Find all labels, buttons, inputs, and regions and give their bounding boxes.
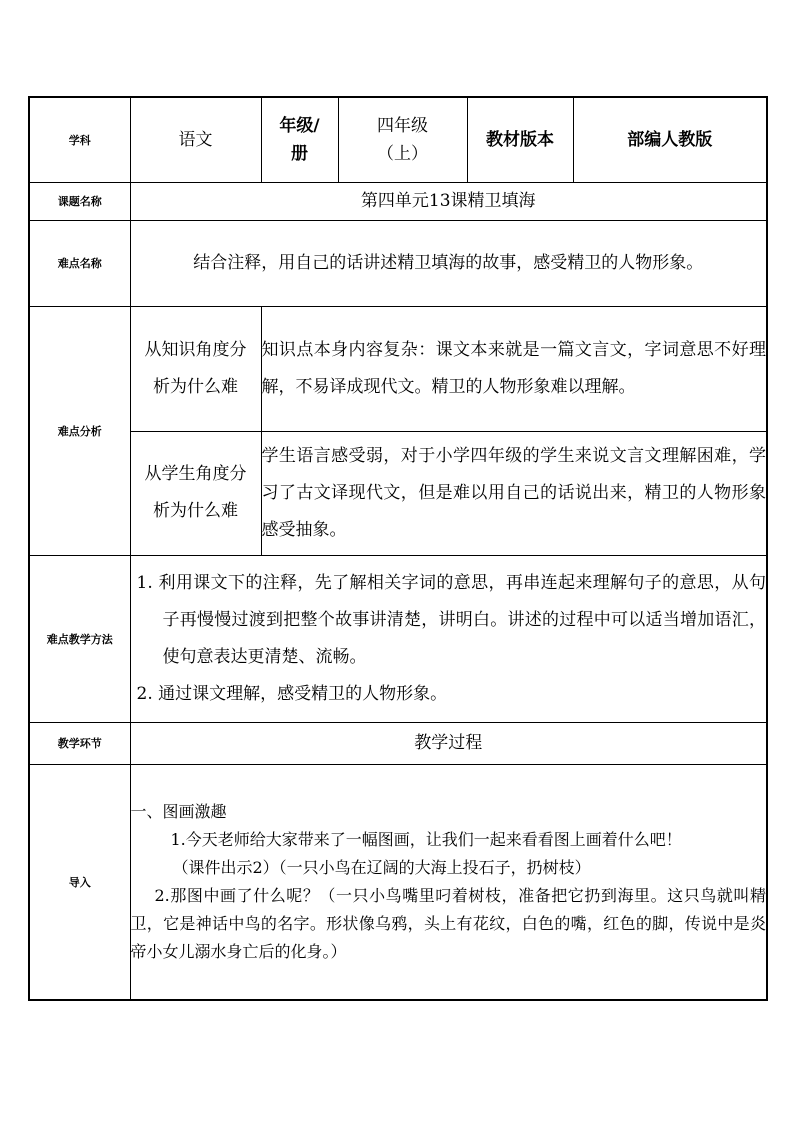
difficulty-text: 结合注释，用自己的话讲述精卫填海的故事，感受精卫的人物形象。: [130, 220, 767, 306]
lesson-title: 第四单元13课精卫填海: [130, 182, 767, 220]
intro-paragraph-2: （课件出示2）（一只小鸟在辽阔的大海上投石子，扔树枝）: [172, 857, 591, 877]
grade-label: 年级/册: [261, 97, 338, 182]
knowledge-angle-text: 知识点本身内容复杂：课文本来就是一篇文言文，字词意思不好理解，不易译成现代文。精卫的人物形象难以理解。: [261, 306, 767, 431]
intro-content: [130, 764, 767, 1000]
lesson-label: 课题名称: [29, 182, 130, 220]
analysis-label: 难点分析: [29, 306, 130, 555]
textbook-label: 教材版本: [467, 97, 573, 182]
student-angle-text: 学生语言感受弱，对于小学四年级的学生来说文言文理解困难，学习了古文译现代文，但是难以用自己的话说出来，精卫的人物形象感受抽象。: [261, 431, 767, 555]
method-row: [29, 555, 767, 722]
intro-heading: 一、图画激趣: [130, 801, 227, 821]
knowledge-angle-label: 从知识角度分析为什么难: [130, 306, 261, 431]
subject-value: 语文: [130, 97, 261, 182]
process-title: 教学过程: [130, 722, 767, 764]
header-row: [29, 97, 767, 182]
intro-label: 导入: [29, 764, 130, 1000]
textbook-value: 部编人教版: [573, 97, 767, 182]
difficulty-label: 难点名称: [29, 220, 130, 306]
analysis-knowledge-row: [29, 306, 767, 431]
grade-value: 四年级（上）: [338, 97, 467, 182]
method-content: [130, 555, 767, 722]
lesson-row: [29, 182, 767, 220]
subject-label: 学科: [29, 97, 130, 182]
process-stage-label: 教学环节: [29, 722, 130, 764]
analysis-student-row: [29, 431, 767, 555]
method-item-1: 1. 利用课文下的注释，先了解相关字词的意思，再串连起来理解句子的意思，从句子再慢慢过渡到把整个故事讲清楚，讲明白。讲述的过程中可以适当增加语汇，使句意表达更清楚、流畅。: [136, 572, 766, 667]
intro-paragraph-3: 2.那图中画了什么呢？（一只小鸟嘴里叼着树枝，准备把它扔到海里。这只鸟就叫精卫，它是神话中鸟的名字。形状像乌鸦，头上有花纹，白色的嘴，红色的脚，传说中是炎帝小女儿溺水身亡后的化身。）: [130, 885, 766, 961]
method-label: 难点教学方法: [29, 555, 130, 722]
intro-row: [29, 764, 767, 1000]
student-angle-label: 从学生角度分析为什么难: [130, 431, 261, 555]
difficulty-row: [29, 220, 767, 306]
lesson-plan-table: [28, 96, 768, 1001]
process-header-row: [29, 722, 767, 764]
method-item-2: 2. 通过课文理解，感受精卫的人物形象。: [136, 683, 448, 704]
intro-paragraph-1: 1.今天老师给大家带来了一幅图画，让我们一起来看看图上画着什么吧！: [170, 829, 682, 849]
